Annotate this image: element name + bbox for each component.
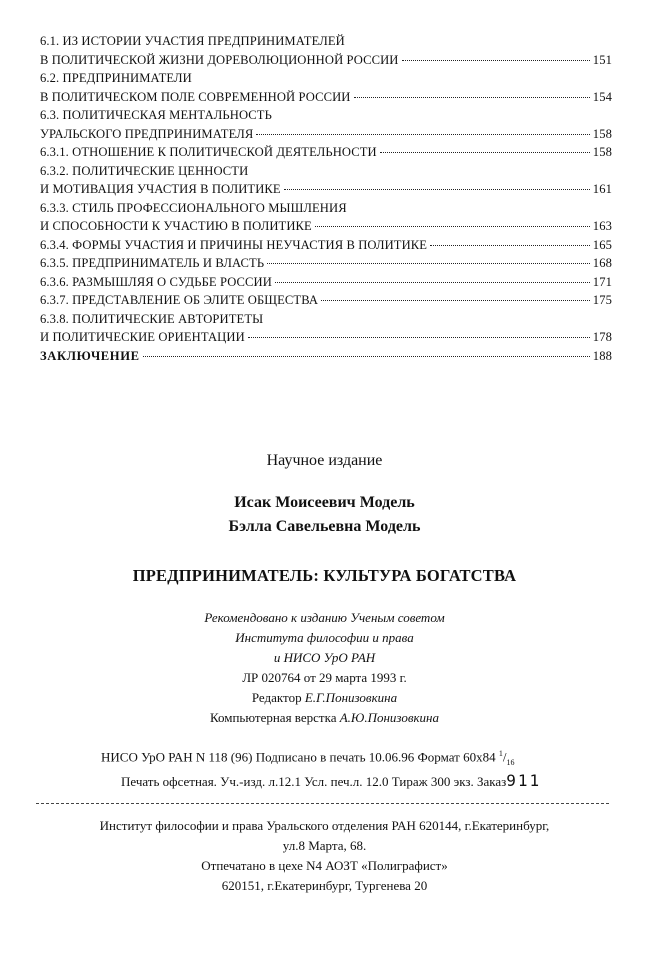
toc-entry-text: 6.3.2. ПОЛИТИЧЕСКИЕ ЦЕННОСТИ xyxy=(40,163,249,178)
format-fraction-numerator: 1 xyxy=(498,749,503,758)
printer-line-1: Отпечатано в цехе N4 АОЗТ «Полиграфист» xyxy=(201,858,448,873)
toc-entry-text: 6.3. ПОЛИТИЧЕСКАЯ МЕНТАЛЬНОСТЬ xyxy=(40,108,272,122)
toc-line xyxy=(40,164,612,183)
printer-line-2: 620151, г.Екатеринбург, Тургенева 20 xyxy=(221,878,428,893)
toc-leader-dots xyxy=(402,60,590,61)
toc-line xyxy=(40,201,612,220)
order-number: 911 xyxy=(506,771,542,790)
toc-page-number: 154 xyxy=(592,89,612,104)
toc-line xyxy=(40,34,612,53)
print-info-text-1: НИСО УрО РАН N 118 (96) Подписано в печать 10.06.96 Формат 60х84 xyxy=(101,749,496,765)
toc-line xyxy=(40,108,612,127)
toc-entry-text: 6.3.4. ФОРМЫ УЧАСТИЯ И ПРИЧИНЫ НЕУЧАСТИЯ В ПОЛИТИКЕ xyxy=(40,237,428,252)
toc-line xyxy=(40,127,612,146)
toc-entry-text: И СПОСОБНОСТИ К УЧАСТИЮ В ПОЛИТИКЕ xyxy=(40,219,312,233)
recommendation-line-2: Института философии и права xyxy=(235,630,414,645)
toc-page-number: 158 xyxy=(592,145,612,159)
toc-entry-text: 6.2. ПРЕДПРИНИМАТЕЛИ xyxy=(40,71,192,85)
layout-name: А.Ю.Понизовкина xyxy=(339,710,440,725)
editor-label: Редактор xyxy=(251,690,302,705)
toc-leader-dots xyxy=(267,263,590,264)
toc-page-number: 178 xyxy=(592,330,612,344)
author-1: Исак Моисеевич Модель xyxy=(234,494,415,511)
toc-entry-text: И ПОЛИТИЧЕСКИЕ ОРИЕНТАЦИИ xyxy=(40,330,245,344)
toc-line xyxy=(40,182,612,201)
toc-entry-text: 6.1. ИЗ ИСТОРИИ УЧАСТИЯ ПРЕДПРИНИМАТЕЛЕЙ xyxy=(40,34,345,48)
publication-genre: Научное издание xyxy=(266,452,383,469)
toc-page-number: 188 xyxy=(592,348,612,363)
toc-entry-text: В ПОЛИТИЧЕСКОМ ПОЛЕ СОВРЕМЕННОЙ РОССИИ xyxy=(40,89,351,104)
toc-leader-dots xyxy=(430,245,590,246)
toc-line xyxy=(40,312,612,331)
toc-leader-dots xyxy=(321,300,590,301)
author-2: Бэлла Савельевна Модель xyxy=(228,518,421,535)
toc-page-number: 165 xyxy=(592,237,612,252)
toc-entry-text: 6.3.5. ПРЕДПРИНИМАТЕЛЬ И ВЛАСТЬ xyxy=(40,256,265,270)
toc-entry-text: И МОТИВАЦИЯ УЧАСТИЯ В ПОЛИТИКЕ xyxy=(40,182,281,196)
toc-entry-text: В ПОЛИТИЧЕСКОЙ ЖИЗНИ ДОРЕВОЛЮЦИОННОЙ РОССИИ xyxy=(40,52,399,67)
toc-line xyxy=(40,256,612,275)
toc-page-number: 161 xyxy=(592,182,612,196)
toc-entry-text: 6.3.7. ПРЕДСТАВЛЕНИЕ ОБ ЭЛИТЕ ОБЩЕСТВА xyxy=(40,293,319,307)
print-info-line-1: НИСО УрО РАН N 118 (96) Подписано в печать 10.06.96 Формат 60х84 $^1/_{16}$ xyxy=(101,749,515,767)
table-of-contents xyxy=(40,34,612,367)
print-info-text-2: Печать офсетная. Уч.-изд. л.12.1 Усл. печ.л. 12.0 Тираж 300 экз. Заказ xyxy=(121,774,507,789)
toc-line xyxy=(40,275,612,294)
toc-leader-dots xyxy=(143,356,590,357)
toc-line xyxy=(40,238,612,257)
toc-entry-text: 6.3.3. СТИЛЬ ПРОФЕССИОНАЛЬНОГО МЫШЛЕНИЯ xyxy=(40,200,347,215)
layout-label: Компьютерная верстка xyxy=(209,710,337,725)
toc-leader-dots xyxy=(256,134,589,135)
license-line: ЛР 020764 от 29 марта 1993 г. xyxy=(242,670,407,685)
toc-line xyxy=(40,53,612,72)
layout-line xyxy=(0,710,649,726)
toc-line xyxy=(40,293,612,312)
toc-page-number: 168 xyxy=(592,256,612,270)
toc-page-number: 171 xyxy=(592,274,612,289)
toc-entry-text: ЗАКЛЮЧЕНИЕ xyxy=(40,348,140,363)
recommendation-line-1: Рекомендовано к изданию Ученым советом xyxy=(204,610,445,625)
editor-name: Е.Г.Понизовкина xyxy=(304,690,398,705)
toc-line xyxy=(40,90,612,109)
toc-page-number: 158 xyxy=(592,126,612,141)
toc-leader-dots xyxy=(354,97,590,98)
dashed-divider xyxy=(36,803,609,804)
toc-leader-dots xyxy=(275,282,590,283)
format-fraction-denominator: 16 xyxy=(506,757,515,767)
toc-leader-dots xyxy=(284,189,590,190)
toc-page-number: 151 xyxy=(592,52,612,67)
toc-leader-dots xyxy=(315,226,590,227)
toc-line xyxy=(40,219,612,238)
toc-entry-text: УРАЛЬСКОГО ПРЕДПРИНИМАТЕЛЯ xyxy=(40,126,254,141)
print-info-line-2 xyxy=(121,771,541,790)
book-title: ПРЕДПРИНИМАТЕЛЬ: КУЛЬТУРА БОГАТСТВА xyxy=(132,566,517,585)
toc-entry-text: 6.3.1. ОТНОШЕНИЕ К ПОЛИТИЧЕСКОЙ ДЕЯТЕЛЬНОСТИ xyxy=(40,145,377,159)
toc-page-number: 175 xyxy=(592,293,612,307)
toc-entry-text: 6.3.6. РАЗМЫШЛЯЯ О СУДЬБЕ РОССИИ xyxy=(40,274,272,289)
toc-page-number: 163 xyxy=(592,219,612,233)
toc-line xyxy=(40,71,612,90)
toc-leader-dots xyxy=(380,152,590,153)
toc-line xyxy=(40,349,612,368)
editor-line xyxy=(0,690,649,706)
publisher-line-1: Институт философии и права Уральского отделения РАН 620144, г.Екатеринбург, xyxy=(99,818,550,833)
toc-line xyxy=(40,145,612,164)
toc-leader-dots xyxy=(248,337,590,338)
recommendation-line-3: и НИСО УрО РАН xyxy=(273,650,376,665)
publisher-line-2: ул.8 Марта, 68. xyxy=(282,838,367,853)
toc-entry-text: 6.3.8. ПОЛИТИЧЕСКИЕ АВТОРИТЕТЫ xyxy=(40,311,264,326)
toc-line xyxy=(40,330,612,349)
